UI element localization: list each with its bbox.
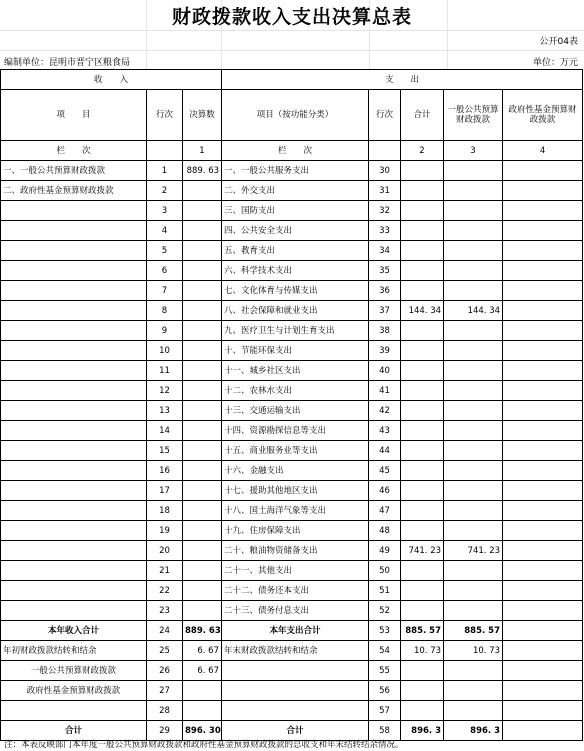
expense-total: 741. 23 — [401, 541, 444, 561]
expense-gov-fund — [503, 641, 583, 661]
income-amount — [183, 561, 222, 581]
expense-total — [401, 201, 444, 221]
income-item — [1, 321, 147, 341]
expense-item: 三、国防支出 — [222, 201, 369, 221]
income-item — [1, 561, 147, 581]
income-header: 收 入 — [1, 70, 222, 90]
income-line-no: 15 — [147, 441, 183, 461]
expense-gov-fund — [503, 401, 583, 421]
unit-label: 单位：万元 — [532, 58, 578, 68]
table-row — [1, 321, 583, 341]
table-row — [1, 261, 583, 281]
income-line-no: 4 — [147, 221, 183, 241]
income-amount — [183, 381, 222, 401]
income-amount — [183, 321, 222, 341]
expense-line-no: 43 — [369, 421, 401, 441]
expense-total — [401, 261, 444, 281]
income-amount — [183, 281, 222, 301]
income-line-no: 5 — [147, 241, 183, 261]
expense-line-no: 57 — [369, 701, 401, 721]
expense-line-no: 45 — [369, 461, 401, 481]
table-row — [1, 641, 583, 661]
expense-line-no: 39 — [369, 341, 401, 361]
income-amount: 6. 67 — [183, 661, 222, 681]
expense-line-no: 52 — [369, 601, 401, 621]
expense-general — [444, 681, 503, 701]
income-line-no: 13 — [147, 401, 183, 421]
table-row — [1, 561, 583, 581]
table-row — [1, 461, 583, 481]
expense-line-no: 53 — [369, 621, 401, 641]
table-row — [1, 521, 583, 541]
expense-general — [444, 241, 503, 261]
income-amount — [183, 441, 222, 461]
expense-gov-fund — [503, 241, 583, 261]
expense-item: 一、一般公共服务支出 — [222, 161, 369, 181]
budget-table — [0, 69, 583, 741]
expense-gov-fund — [503, 561, 583, 581]
expense-line-no: 40 — [369, 361, 401, 381]
expense-gov-fund — [503, 321, 583, 341]
line-no-header: 行次 — [147, 90, 183, 141]
expense-item: 十五、商业服务业等支出 — [222, 441, 369, 461]
expense-general: 10. 73 — [444, 641, 503, 661]
table-row — [1, 281, 583, 301]
income-item: 政府性基金预算财政拨款 — [1, 681, 147, 701]
expense-general — [444, 281, 503, 301]
expense-general — [444, 501, 503, 521]
column-label: 栏 次 — [1, 141, 147, 161]
expense-general: 741. 23 — [444, 541, 503, 561]
expense-total — [401, 661, 444, 681]
table-row — [1, 221, 583, 241]
expense-total: 10. 73 — [401, 641, 444, 661]
table-row — [1, 601, 583, 621]
expense-item: 二十一、其他支出 — [222, 561, 369, 581]
table-row — [1, 381, 583, 401]
expense-line-no: 48 — [369, 521, 401, 541]
expense-total: 885. 57 — [401, 621, 444, 641]
income-item — [1, 361, 147, 381]
expense-line-no: 50 — [369, 561, 401, 581]
expense-total — [401, 421, 444, 441]
income-item — [1, 421, 147, 441]
expense-general — [444, 521, 503, 541]
expense-general: 144. 34 — [444, 301, 503, 321]
expense-item: 七、文化体育与传媒支出 — [222, 281, 369, 301]
income-amount — [183, 601, 222, 621]
expense-item: 合计 — [222, 721, 369, 741]
income-line-no: 20 — [147, 541, 183, 561]
expense-line-no: 32 — [369, 201, 401, 221]
expense-item: 十一、城乡社区支出 — [222, 361, 369, 381]
expense-gov-fund — [503, 341, 583, 361]
expense-general — [444, 401, 503, 421]
expense-general — [444, 661, 503, 681]
expense-gov-fund — [503, 501, 583, 521]
income-line-no: 18 — [147, 501, 183, 521]
income-amount — [183, 701, 222, 721]
income-line-no: 21 — [147, 561, 183, 581]
expense-item: 年末财政拨款结转和结余 — [222, 641, 369, 661]
expense-total — [401, 581, 444, 601]
table-row — [1, 661, 583, 681]
final-amount-header: 决算数 — [183, 90, 222, 141]
expense-line-no: 36 — [369, 281, 401, 301]
table-row — [1, 161, 583, 181]
income-item — [1, 281, 147, 301]
income-line-no: 28 — [147, 701, 183, 721]
expense-general — [444, 561, 503, 581]
income-line-no: 6 — [147, 261, 183, 281]
income-amount — [183, 361, 222, 381]
table-row — [1, 341, 583, 361]
expense-general — [444, 201, 503, 221]
income-amount — [183, 461, 222, 481]
income-item — [1, 441, 147, 461]
expense-general — [444, 341, 503, 361]
income-item — [1, 461, 147, 481]
expense-total: 896. 3 — [401, 721, 444, 741]
income-amount — [183, 421, 222, 441]
col-4: 4 — [503, 141, 583, 161]
table-row — [1, 401, 583, 421]
income-item — [1, 381, 147, 401]
income-amount — [183, 401, 222, 421]
expense-gov-fund — [503, 481, 583, 501]
col-1: 1 — [183, 141, 222, 161]
expense-gov-fund — [503, 281, 583, 301]
expense-item: 四、公共安全支出 — [222, 221, 369, 241]
expense-general — [444, 581, 503, 601]
expense-line-no: 30 — [369, 161, 401, 181]
expense-total — [401, 461, 444, 481]
table-row — [1, 421, 583, 441]
expense-general — [444, 461, 503, 481]
item-header: 项 目 — [1, 90, 147, 141]
expense-item: 十八、国土海洋气象等支出 — [222, 501, 369, 521]
org-label: 编制单位：昆明市晋宁区粮食局 — [4, 58, 131, 68]
table-row — [1, 301, 583, 321]
income-item — [1, 501, 147, 521]
income-item: 年初财政拨款结转和结余 — [1, 641, 147, 661]
expense-total — [401, 701, 444, 721]
income-item — [1, 221, 147, 241]
income-item — [1, 401, 147, 421]
expense-item: 十九、住房保障支出 — [222, 521, 369, 541]
expense-gov-fund — [503, 521, 583, 541]
expense-gov-fund — [503, 601, 583, 621]
expense-total — [401, 281, 444, 301]
table-row — [1, 441, 583, 461]
gov-fund-header: 政府性基金预算财政拨款 — [503, 90, 583, 141]
expense-gov-fund — [503, 261, 583, 281]
income-line-no: 2 — [147, 181, 183, 201]
income-line-no: 23 — [147, 601, 183, 621]
income-amount — [183, 481, 222, 501]
income-line-no: 22 — [147, 581, 183, 601]
general-header: 一般公共预算财政拨款 — [444, 90, 503, 141]
income-item — [1, 201, 147, 221]
income-amount — [183, 341, 222, 361]
expense-gov-fund — [503, 421, 583, 441]
income-line-no: 17 — [147, 481, 183, 501]
expense-line-no: 49 — [369, 541, 401, 561]
expense-gov-fund — [503, 361, 583, 381]
income-line-no: 29 — [147, 721, 183, 741]
expense-line-no: 37 — [369, 301, 401, 321]
expense-general — [444, 421, 503, 441]
expense-general — [444, 481, 503, 501]
expense-total — [401, 521, 444, 541]
income-amount: 889. 63 — [183, 161, 222, 181]
income-line-no: 27 — [147, 681, 183, 701]
expense-item: 十二、农林水支出 — [222, 381, 369, 401]
expense-total — [401, 681, 444, 701]
income-item: 一般公共预算财政拨款 — [1, 661, 147, 681]
expense-gov-fund — [503, 461, 583, 481]
income-line-no: 24 — [147, 621, 183, 641]
expense-item: 十三、交通运输支出 — [222, 401, 369, 421]
expense-item: 十七、援助其他地区支出 — [222, 481, 369, 501]
table-row — [1, 361, 583, 381]
expense-item: 二十二、债务还本支出 — [222, 581, 369, 601]
income-amount — [183, 221, 222, 241]
expense-header: 支 出 — [222, 70, 583, 90]
income-amount: 889. 63 — [183, 621, 222, 641]
item-func-header: 项目（按功能分类） — [222, 90, 369, 141]
expense-line-no: 51 — [369, 581, 401, 601]
expense-gov-fund — [503, 621, 583, 641]
footnote: 注：本表反映部门本年度一般公共预算财政拨款和政府性基金预算财政拨款的总收支和年末结转结余情况。 — [4, 740, 404, 750]
expense-item: 十、节能环保支出 — [222, 341, 369, 361]
income-amount — [183, 181, 222, 201]
income-line-no: 8 — [147, 301, 183, 321]
expense-line-no: 38 — [369, 321, 401, 341]
expense-line-no: 44 — [369, 441, 401, 461]
expense-total — [401, 481, 444, 501]
income-item: 一、一般公共预算财政拨款 — [1, 161, 147, 181]
expense-total — [401, 221, 444, 241]
expense-gov-fund — [503, 701, 583, 721]
table-row — [1, 501, 583, 521]
expense-item: 九、医疗卫生与计划生育支出 — [222, 321, 369, 341]
expense-general — [444, 321, 503, 341]
expense-line-no: 55 — [369, 661, 401, 681]
table-row — [1, 701, 583, 721]
expense-general — [444, 181, 503, 201]
expense-item: 二、外交支出 — [222, 181, 369, 201]
expense-total — [401, 161, 444, 181]
expense-gov-fund — [503, 441, 583, 461]
income-amount — [183, 261, 222, 281]
expense-gov-fund — [503, 161, 583, 181]
income-line-no: 11 — [147, 361, 183, 381]
income-item — [1, 261, 147, 281]
expense-total — [401, 381, 444, 401]
table-row — [1, 241, 583, 261]
expense-line-no: 54 — [369, 641, 401, 661]
column-label-2: 栏 次 — [222, 141, 369, 161]
expense-total — [401, 241, 444, 261]
income-amount — [183, 541, 222, 561]
income-line-no: 9 — [147, 321, 183, 341]
income-line-no: 7 — [147, 281, 183, 301]
table-row — [1, 541, 583, 561]
expense-total — [401, 561, 444, 581]
income-amount — [183, 201, 222, 221]
income-item: 二、政府性基金预算财政拨款 — [1, 181, 147, 201]
income-line-no: 1 — [147, 161, 183, 181]
expense-gov-fund — [503, 201, 583, 221]
expense-general — [444, 701, 503, 721]
col-3: 3 — [444, 141, 503, 161]
expense-item: 八、社会保障和就业支出 — [222, 301, 369, 321]
income-line-no: 19 — [147, 521, 183, 541]
income-line-no: 3 — [147, 201, 183, 221]
expense-general — [444, 361, 503, 381]
line-no2-header: 行次 — [369, 90, 401, 141]
expense-general — [444, 441, 503, 461]
expense-line-no: 31 — [369, 181, 401, 201]
income-item: 合计 — [1, 721, 147, 741]
income-line-no: 14 — [147, 421, 183, 441]
expense-general: 885. 57 — [444, 621, 503, 641]
page-title: 财政拨款收入支出决算总表 — [171, 6, 412, 28]
income-item — [1, 581, 147, 601]
income-item: 本年收入合计 — [1, 621, 147, 641]
expense-total — [401, 321, 444, 341]
expense-total — [401, 501, 444, 521]
expense-gov-fund — [503, 541, 583, 561]
income-amount — [183, 681, 222, 701]
income-line-no: 25 — [147, 641, 183, 661]
expense-gov-fund — [503, 581, 583, 601]
income-item — [1, 701, 147, 721]
expense-gov-fund — [503, 721, 583, 741]
expense-item: 十六、金融支出 — [222, 461, 369, 481]
table-row — [1, 201, 583, 221]
expense-gov-fund — [503, 661, 583, 681]
expense-general — [444, 161, 503, 181]
expense-total — [401, 181, 444, 201]
expense-general — [444, 381, 503, 401]
income-amount — [183, 581, 222, 601]
expense-item — [222, 701, 369, 721]
expense-item: 本年支出合计 — [222, 621, 369, 641]
income-item — [1, 481, 147, 501]
col-2: 2 — [401, 141, 444, 161]
expense-general — [444, 221, 503, 241]
income-item — [1, 341, 147, 361]
income-amount: 896. 30 — [183, 721, 222, 741]
income-amount: 6. 67 — [183, 641, 222, 661]
expense-gov-fund — [503, 221, 583, 241]
income-amount — [183, 301, 222, 321]
expense-item: 六、科学技术支出 — [222, 261, 369, 281]
expense-line-no: 35 — [369, 261, 401, 281]
income-item — [1, 601, 147, 621]
expense-item: 二十、粮油物资储备支出 — [222, 541, 369, 561]
expense-line-no: 34 — [369, 241, 401, 261]
expense-general — [444, 601, 503, 621]
income-item — [1, 521, 147, 541]
expense-gov-fund — [503, 181, 583, 201]
expense-gov-fund — [503, 681, 583, 701]
income-line-no: 26 — [147, 661, 183, 681]
expense-item — [222, 661, 369, 681]
expense-total — [401, 441, 444, 461]
expense-total: 144. 34 — [401, 301, 444, 321]
expense-total — [401, 361, 444, 381]
expense-general: 896. 3 — [444, 721, 503, 741]
income-line-no: 12 — [147, 381, 183, 401]
table-row — [1, 481, 583, 501]
expense-item: 五、教育支出 — [222, 241, 369, 261]
income-line-no: 16 — [147, 461, 183, 481]
expense-item — [222, 681, 369, 701]
expense-total — [401, 341, 444, 361]
total-header: 合计 — [401, 90, 444, 141]
expense-line-no: 33 — [369, 221, 401, 241]
table-row — [1, 621, 583, 641]
expense-line-no: 56 — [369, 681, 401, 701]
expense-line-no: 41 — [369, 381, 401, 401]
income-item — [1, 241, 147, 261]
table-row — [1, 581, 583, 601]
income-amount — [183, 501, 222, 521]
income-amount — [183, 521, 222, 541]
expense-line-no: 47 — [369, 501, 401, 521]
expense-gov-fund — [503, 301, 583, 321]
income-item — [1, 541, 147, 561]
expense-gov-fund — [503, 381, 583, 401]
income-amount — [183, 241, 222, 261]
table-row — [1, 681, 583, 701]
expense-line-no: 58 — [369, 721, 401, 741]
expense-total — [401, 601, 444, 621]
expense-item: 十四、资源勘探信息等支出 — [222, 421, 369, 441]
table-row — [1, 181, 583, 201]
form-code: 公开04表 — [539, 37, 578, 47]
income-item — [1, 301, 147, 321]
expense-item: 二十三、债务付息支出 — [222, 601, 369, 621]
expense-line-no: 46 — [369, 481, 401, 501]
expense-total — [401, 401, 444, 421]
expense-line-no: 42 — [369, 401, 401, 421]
expense-general — [444, 261, 503, 281]
income-line-no: 10 — [147, 341, 183, 361]
